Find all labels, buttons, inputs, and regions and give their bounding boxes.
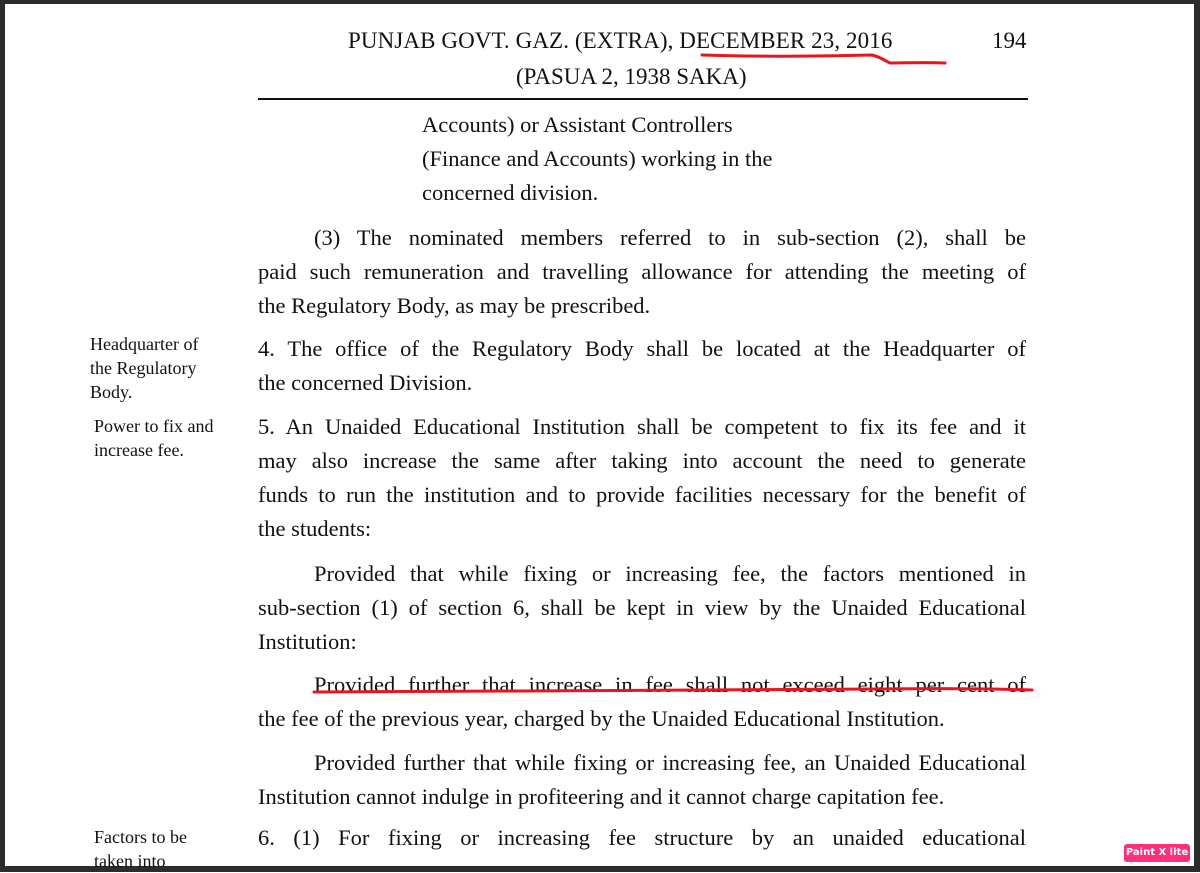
section-5-line-4: the students:: [258, 516, 372, 541]
screenshot-frame-left: [0, 0, 5, 872]
proviso-3-line-2: Institution cannot indulge in profiteering and it cannot charge capitation fee.: [258, 784, 945, 809]
proviso-1-line-3: Institution:: [258, 629, 357, 654]
section-5-line-3: funds to run the institution and to provide facilities necessary for the benefit of: [258, 482, 1026, 507]
margin-note-factors-line-1: Factors to be: [94, 827, 187, 847]
continued-clause-line-2: (Finance and Accounts) working in the: [422, 146, 773, 171]
margin-note-power-line-1: Power to fix and: [94, 416, 214, 436]
section-6-line-1: 6. (1) For fixing or increasing fee structure by an unaided educational: [258, 825, 1026, 850]
margin-note-headquarter-line-1: Headquarter of: [90, 334, 199, 354]
continued-clause-line-3: concerned division.: [422, 180, 599, 205]
gazette-header-title: [348, 28, 968, 54]
proviso-2-line-2: the fee of the previous year, charged by the Unaided Educational Institution.: [258, 706, 945, 731]
subsection-3-line-3: the Regulatory Body, as may be prescribed.: [258, 293, 651, 318]
proviso-1-line-2: sub-section (1) of section 6, shall be kept in view by the Unaided Educational: [258, 595, 1026, 620]
subsection-3-line-1: (3) The nominated members referred to in sub-section (2), shall be: [314, 225, 1026, 250]
proviso-3-line-1: Provided further that while fixing or increasing fee, an Unaided Educational: [314, 750, 1026, 775]
margin-note-factors-line-2: taken into: [94, 851, 166, 871]
margin-note-power-line-2: increase fee.: [94, 440, 184, 460]
header-rule: [258, 98, 1028, 100]
screenshot-frame-top: [0, 0, 1200, 4]
proviso-1-line-1: Provided that while fixing or increasing fee, the factors mentioned in: [314, 561, 1026, 586]
screenshot-frame-bottom: [0, 866, 1200, 872]
continued-clause-line-1: Accounts) or Assistant Controllers: [422, 112, 733, 137]
gazette-saka-date: (PASUA 2, 1938 SAKA): [516, 64, 747, 89]
gazette-prefix: PUNJAB GOVT. GAZ. (EXTRA),: [348, 28, 680, 53]
margin-note-headquarter-line-3: Body.: [90, 382, 133, 402]
gazette-date: DECEMBER 23, 2016: [679, 28, 893, 53]
paint-x-lite-watermark: Paint X lite: [1124, 844, 1190, 862]
page-number: 194: [992, 28, 1027, 53]
margin-note-headquarter-line-2: the Regulatory: [90, 358, 197, 378]
section-5-line-2: may also increase the same after taking into account the need to generate: [258, 448, 1026, 473]
section-4-line-2: the concerned Division.: [258, 370, 473, 395]
section-5-line-1: 5. An Unaided Educational Institution shall be competent to fix its fee and it: [258, 414, 1026, 439]
subsection-3-line-2: paid such remuneration and travelling allowance for attending the meeting of: [258, 259, 1026, 284]
screenshot-frame-right: [1194, 0, 1200, 872]
section-4-line-1: 4. The office of the Regulatory Body shall be located at the Headquarter of: [258, 336, 1026, 361]
date-underline-mark: [702, 55, 945, 63]
proviso-2-line-1: Provided further that increase in fee shall not exceed eight per cent of: [314, 672, 1026, 697]
